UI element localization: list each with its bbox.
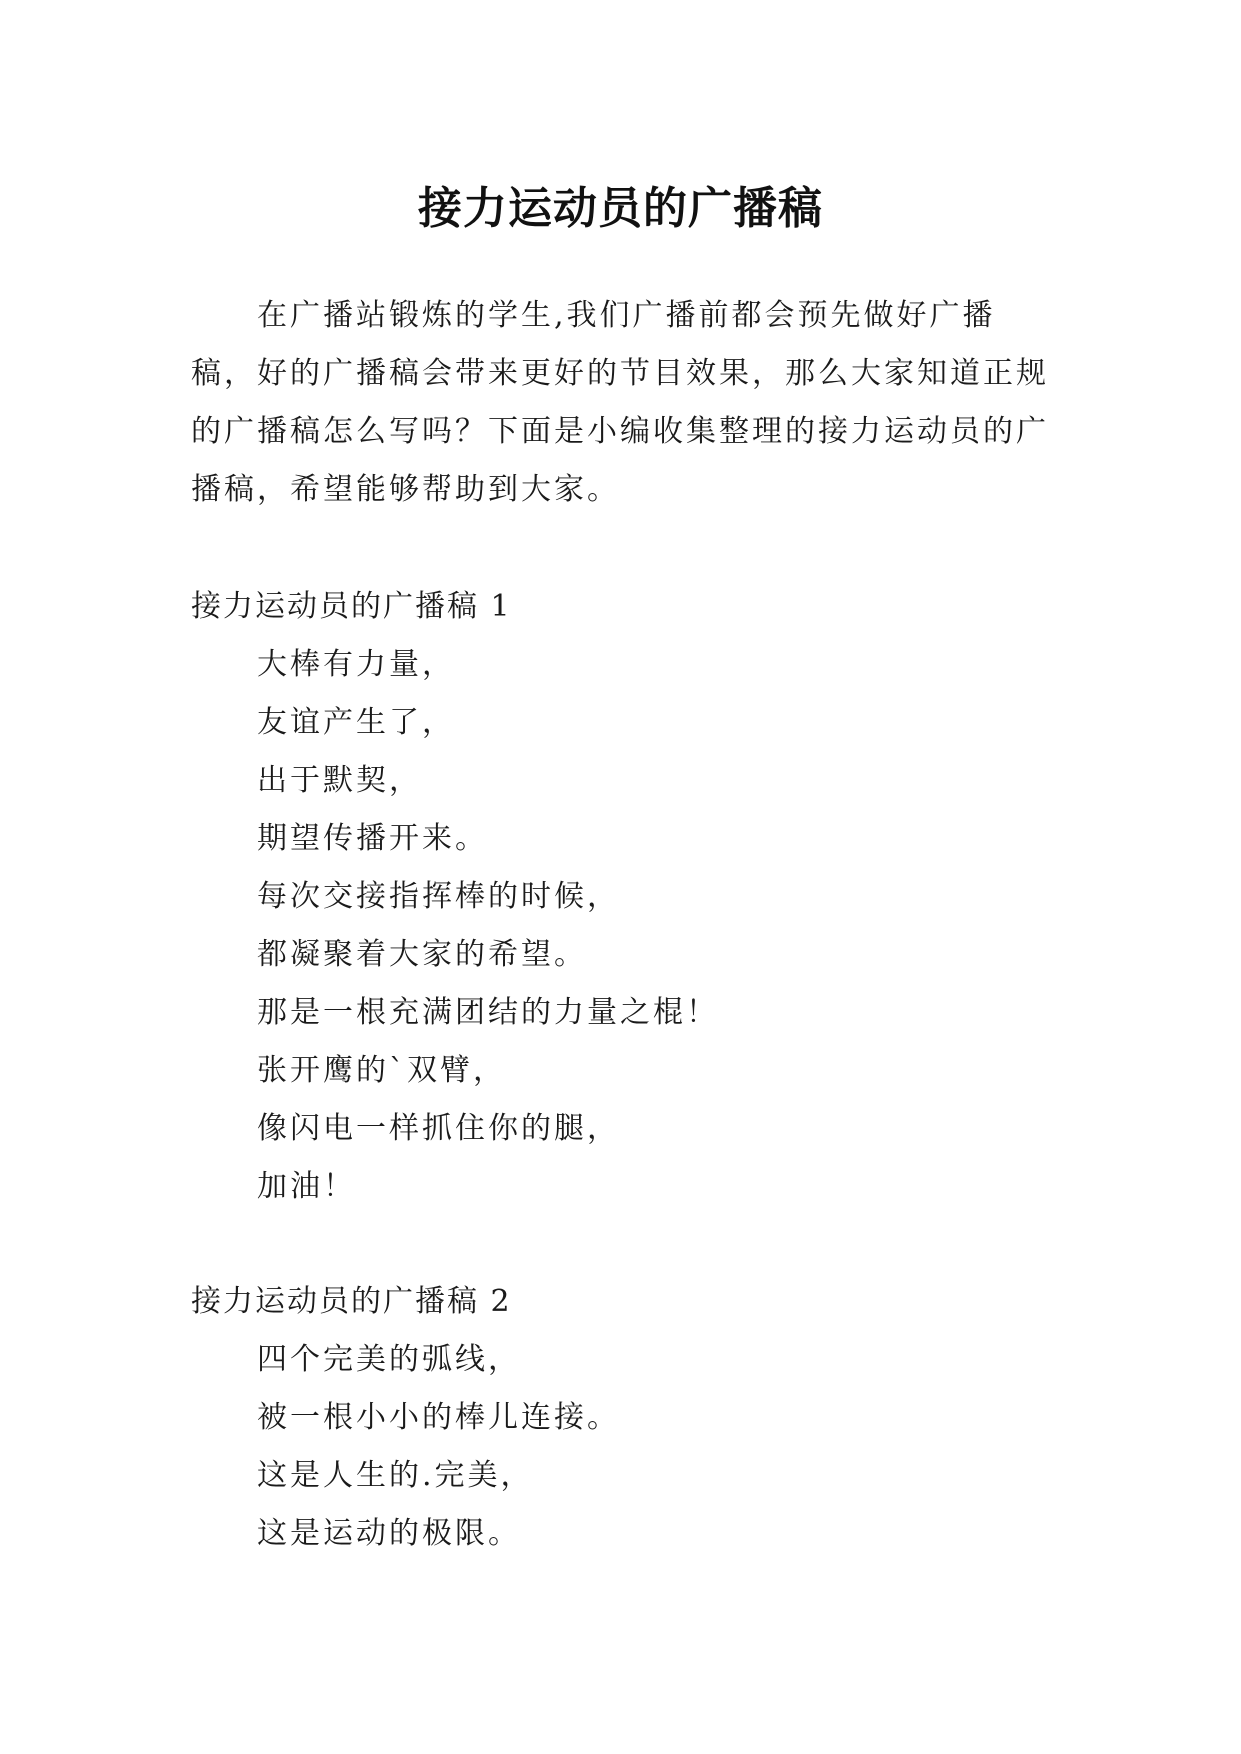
verse-line: 像闪电一样抓住你的腿， [257, 1111, 620, 1146]
intro-paragraph: 在广播站锻炼的学生,我们广播前都会预先做好广播稿，好的广播稿会带来更好的节目效果，那么大家知道正规的广播稿怎么写吗？下面是小编收集整理的接力运动员的广播稿，希望能够帮助到大家。 [191, 298, 1049, 507]
verse-line: 加油！ [257, 1169, 356, 1204]
broadcast-section-2 [191, 1273, 1051, 1563]
verse-line: 这是运动的极限。 [257, 1516, 521, 1551]
verse-line: 这是人生的.完美， [257, 1458, 534, 1493]
verse-line: 友谊产生了， [257, 705, 455, 740]
verse-line: 被一根小小的棒儿连接。 [257, 1400, 620, 1435]
verse-list [191, 1331, 1051, 1563]
verse-line: 那是一根充满团结的力量之棍！ [257, 995, 719, 1030]
verse-line: 四个完美的弧线， [257, 1342, 521, 1377]
document-title: 接力运动员的广播稿 [418, 183, 823, 235]
section-heading: 接力运动员的广播稿 1 [191, 589, 512, 624]
section-heading: 接力运动员的广播稿 2 [191, 1284, 512, 1319]
verse-line: 期望传播开来。 [257, 821, 488, 856]
verse-line: 每次交接指挥棒的时候， [257, 879, 620, 914]
verse-line: 出于默契， [257, 763, 422, 798]
verse-line: 都凝聚着大家的希望。 [257, 937, 587, 972]
verse-line: 大棒有力量， [257, 647, 455, 682]
verse-line: 张开鹰的`双臂， [257, 1053, 506, 1088]
broadcast-section-1 [191, 578, 1051, 1216]
verse-list [191, 636, 1051, 1216]
